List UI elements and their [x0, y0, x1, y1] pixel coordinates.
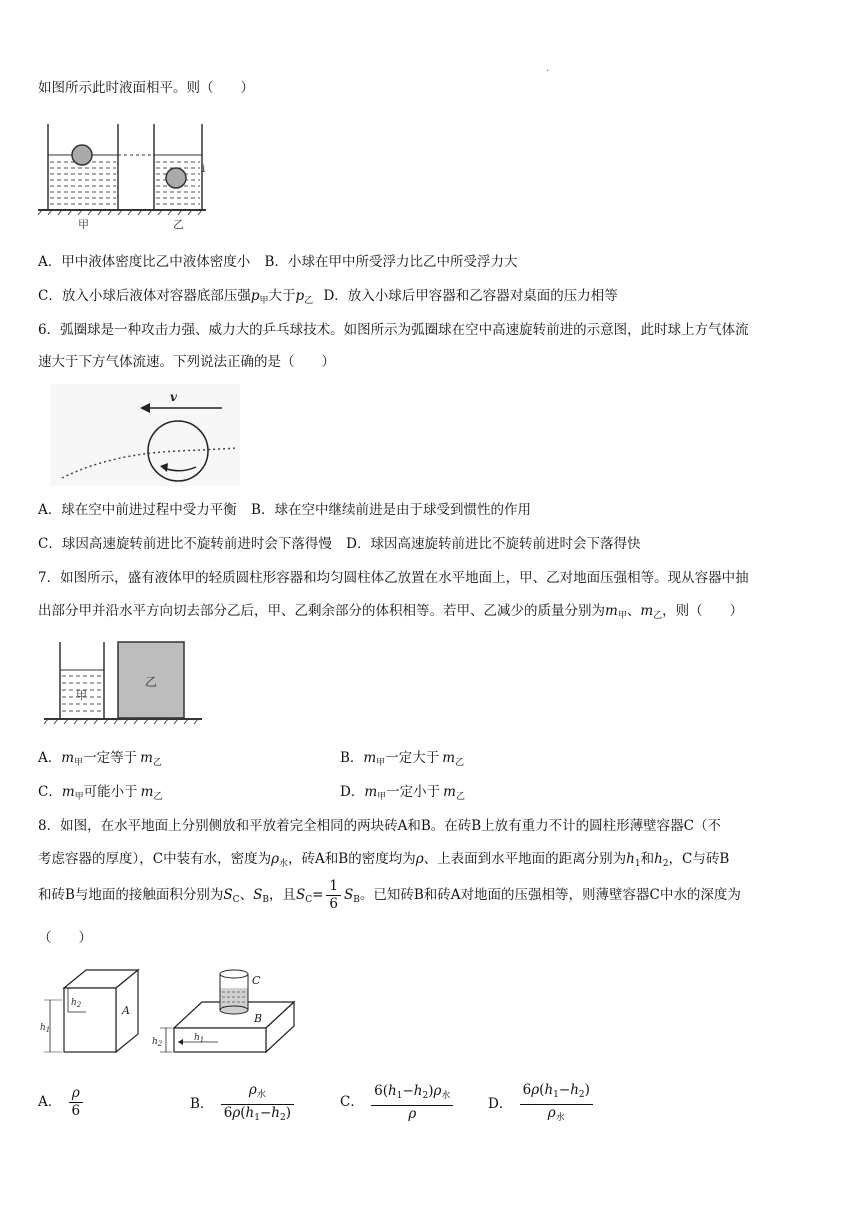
- q8-option-b: [190, 1082, 297, 1127]
- q5-option-cd: [38, 286, 618, 311]
- q7-d-s1: 甲: [377, 792, 387, 802]
- q7-label-jia: 甲: [76, 689, 87, 702]
- q8-b-h1s: 1: [254, 1113, 260, 1123]
- q5-c-p2: p: [295, 288, 305, 304]
- q8-sc2: S: [295, 887, 306, 903]
- q5-option-a-text: A．甲中液体密度比乙中液体密度小: [38, 254, 251, 270]
- q8-frac-den: 6: [329, 896, 338, 912]
- q6-stem-2: 速大于下方气体流速。下列说法正确的是（ ）: [38, 354, 335, 370]
- q8-stem-3: 和砖B与地面的接触面积分别为$S_C$、$S_B$，且$S_C=$ $\frac{1}{6}$ $S_B$。已知砖B和砖A对地面的压强相等，则薄壁容器C中水的深度为: [38, 878, 741, 912]
- q8-stem-4: （ ）: [38, 930, 92, 946]
- q8-c-minus: −: [402, 1082, 414, 1099]
- q7-stem-2-pre: 出部分甲并沿水平方向切去部分乙后，甲、乙剩余部分的体积相等。若甲、乙减少的质量分别为: [38, 603, 605, 619]
- q8-b-rp: ): [285, 1105, 291, 1121]
- q8-sc-sub: C: [232, 895, 240, 905]
- q8-s3b: ，且: [268, 887, 296, 903]
- q7-figure: [40, 636, 210, 732]
- q8-option-a: [38, 1082, 86, 1122]
- q8-b-frac: [221, 1082, 294, 1127]
- q8-s2c: 、上表面到水平地面的距离分别为: [423, 851, 627, 867]
- q8-container-c: [220, 970, 248, 1014]
- q7-c-s1: 甲: [74, 792, 84, 802]
- q5-ball-yi: [166, 168, 186, 188]
- q8-c-den: ρ: [408, 1105, 417, 1122]
- q5-option-a: [38, 252, 517, 272]
- q8-b-six: 6: [223, 1105, 233, 1121]
- q8-a-den: 6: [71, 1103, 81, 1119]
- q8-c-h2: h: [413, 1082, 423, 1099]
- q7-a-m2: m: [140, 750, 153, 766]
- q8-d-h2s: 2: [578, 1090, 585, 1100]
- q7-c-m2: m: [140, 784, 154, 800]
- q8-stem-2: [38, 849, 729, 874]
- q8-d-h1s: 1: [553, 1090, 559, 1100]
- q6-figure: [50, 384, 240, 486]
- q7-b-m2: m: [442, 750, 456, 766]
- q8-b-minus: −: [259, 1105, 272, 1121]
- q8-sc2-sub: C: [305, 895, 313, 905]
- stray-dot: ·: [546, 66, 550, 77]
- q7-stem-1: 7．如图所示，盛有液体甲的轻质圆柱形容器和均匀圆柱体乙放置在水平地面上，甲、乙对地面压强相等。现从容器中抽: [38, 570, 749, 586]
- q7-b-mid: 一定大于: [385, 750, 440, 766]
- q8-d-minus: −: [558, 1082, 571, 1098]
- q7-d-m1: m: [364, 784, 378, 800]
- q6-option-d: D．球因高速旋转前进比不旋转前进时会下落得快: [346, 536, 641, 552]
- q8-frac-num: 1: [326, 878, 341, 896]
- q8-h2: h: [654, 851, 663, 867]
- q7-stem-2-post: ，则（ ）: [662, 603, 744, 619]
- q8-and: 和: [640, 851, 655, 867]
- q8-b-h2: h: [271, 1105, 280, 1121]
- q8-h2s: 2: [662, 859, 669, 869]
- q8-sb2-sub: B: [353, 895, 360, 905]
- q8-a-label: A．: [38, 1094, 62, 1110]
- q7-c-m1: m: [61, 784, 75, 800]
- q8-h1s: 1: [634, 859, 641, 869]
- q8-figure: [38, 962, 308, 1062]
- q8-d-den-shui: 水: [555, 1113, 565, 1123]
- q8-h1: h: [626, 851, 635, 867]
- q8-sb2: S: [343, 887, 354, 903]
- q6-velocity-label: v: [170, 390, 177, 404]
- q5-figure: [38, 120, 218, 232]
- svg-text:h2: $h_2$: [71, 998, 82, 1009]
- q7-option-c: [38, 782, 163, 807]
- q8-d-h1: h: [544, 1082, 554, 1098]
- q7-d-mid: 一定小于: [386, 784, 441, 800]
- svg-text:i: i: [202, 164, 206, 175]
- q8-c-h2s: 2: [422, 1090, 429, 1101]
- q7-d-m2: m: [443, 784, 456, 800]
- q5-label-jia: 甲: [78, 218, 89, 231]
- q8-s3a: 和砖B与地面的接触面积分别为: [38, 887, 224, 903]
- q7-option-b: [340, 748, 464, 773]
- q7-a-m1: m: [61, 750, 75, 766]
- q7-a-s2: 乙: [152, 758, 162, 768]
- q8-d-rp: ): [584, 1082, 590, 1098]
- q8-s2a: 考虑容器的厚度），C中装有水，密度为: [38, 851, 272, 867]
- q8-rho2: ρ: [415, 851, 424, 867]
- q8-d-label: D．: [488, 1096, 513, 1112]
- q6-option-c: C．球因高速旋转前进比不旋转前进时会下落得慢: [38, 536, 332, 552]
- q8-b-h2s: 2: [279, 1113, 286, 1123]
- q8-eq: =: [312, 887, 324, 903]
- q8-label-c: C: [252, 974, 261, 987]
- q8-b-label: B．: [190, 1096, 214, 1112]
- q8-c-rp: ): [428, 1082, 434, 1099]
- q7-c-mid: 可能小于: [83, 784, 138, 800]
- q7-a-s1: 甲: [74, 758, 84, 768]
- q8-s2d: ，C与砖B: [668, 851, 730, 867]
- q8-c-frac: [371, 1083, 453, 1123]
- q8-a-num: ρ: [71, 1085, 80, 1101]
- q7-a-mid: 一定等于: [83, 750, 138, 766]
- q8-b-rho: ρ: [248, 1082, 257, 1098]
- q8-b-rho2: ρ: [232, 1105, 241, 1121]
- q5-stem-tail: 如图所示此时液面相平。则（ ）: [38, 80, 254, 96]
- q8-b-h1: h: [245, 1105, 255, 1121]
- q8-option-d: [488, 1082, 596, 1127]
- q8-c-label: C．: [340, 1094, 364, 1110]
- q6-option-ab: [38, 500, 531, 520]
- q8-c-h1s: 1: [396, 1090, 403, 1101]
- q8-d-frac: [520, 1082, 593, 1127]
- q8-stem-1: 8．如图，在水平地面上分别侧放和平放着完全相同的两块砖A和B。在砖B上放有重力不计的圆柱形薄壁容器C（不: [38, 818, 722, 834]
- q7-m2: m: [640, 603, 654, 619]
- q5-c-mid: 大于: [268, 288, 296, 304]
- q7-label-yi: 乙: [145, 675, 158, 689]
- q8-c-six: 6: [374, 1082, 383, 1099]
- q8-d-den-rho: ρ: [547, 1105, 556, 1121]
- q5-option-b-text: B．小球在甲中所受浮力比乙中所受浮力大: [264, 254, 518, 270]
- q8-d-h2: h: [570, 1082, 579, 1098]
- q7-option-d: [340, 782, 465, 807]
- q7-m1: m: [605, 603, 618, 619]
- q7-b-s1: 甲: [376, 758, 386, 768]
- q8-sb: S: [253, 887, 263, 903]
- q7-b-label: B．: [340, 750, 364, 766]
- q8-shui1: 水: [279, 859, 289, 869]
- q8-label-h2: $h_2$: [152, 1037, 163, 1048]
- q7-b-m1: m: [363, 750, 377, 766]
- svg-text:h1: $h_1$: [194, 1033, 205, 1044]
- q8-d-rho: ρ: [531, 1082, 540, 1098]
- q5-label-yi: 乙: [173, 218, 184, 231]
- q7-a-label: A．: [38, 750, 62, 766]
- q7-option-a: [38, 748, 162, 773]
- q8-label-h1: $h_1$: [40, 1023, 51, 1034]
- q8-s2b: ，砖A和B的密度均为: [288, 851, 416, 867]
- q5-c-s2: 乙: [304, 296, 314, 306]
- q6-option-a: A．球在空中前进过程中受力平衡: [38, 502, 237, 518]
- q8-c-lp: (: [382, 1082, 389, 1099]
- q7-stem-2: [38, 601, 743, 626]
- q7-b-s2: 乙: [455, 758, 465, 768]
- q8-d-six: 6: [522, 1082, 532, 1098]
- q8-c-h1: h: [388, 1082, 397, 1099]
- q8-c-rho: ρ: [433, 1082, 442, 1099]
- q8-option-c: [340, 1082, 456, 1123]
- q8-s3c: 。已知砖B和砖A对地面的压强相等，则薄壁容器C中水的深度为: [359, 887, 741, 903]
- q8-label-b: B: [254, 1012, 263, 1025]
- q8-sc: S: [223, 887, 233, 903]
- q5-option-c-pre: C．放入小球后液体对容器底部压强: [38, 288, 251, 304]
- q8-rho1: ρ: [271, 851, 280, 867]
- q6-stem-1: 6．弧圈球是一种攻击力强、威力大的乒乓球技术。如图所示为弧圈球在空中高速旋转前进的示意图，此时球上方气体流: [38, 322, 749, 338]
- q8-c-shui: 水: [441, 1090, 451, 1101]
- q8-b-shui: 水: [256, 1090, 266, 1100]
- q7-s-yi: 乙: [653, 611, 663, 621]
- q5-ball-jia: [72, 145, 92, 165]
- q5-c-s1: 甲: [259, 296, 269, 306]
- q6-option-cd: [38, 534, 640, 554]
- q5-c-p1: p: [250, 288, 260, 304]
- q7-c-label: C．: [38, 784, 62, 800]
- q8-sb-sub: B: [262, 895, 269, 905]
- q8-label-a: A: [122, 1004, 130, 1017]
- q8-d-lp: (: [539, 1082, 545, 1098]
- q5-option-d-text: D．放入小球后甲容器和乙容器对桌面的压力相等: [323, 288, 618, 304]
- q7-c-s2: 乙: [153, 792, 163, 802]
- q7-s-jia: 甲: [617, 611, 627, 621]
- q8-a-frac: [69, 1085, 84, 1120]
- q7-d-s2: 乙: [455, 792, 465, 802]
- q8-frac-1-6: [326, 878, 341, 913]
- q8-b-lp: (: [240, 1105, 246, 1121]
- q7-d-label: D．: [340, 784, 365, 800]
- q6-option-b: B．球在空中继续前进是由于球受到惯性的作用: [251, 502, 531, 518]
- q7-sep: 、: [626, 603, 641, 619]
